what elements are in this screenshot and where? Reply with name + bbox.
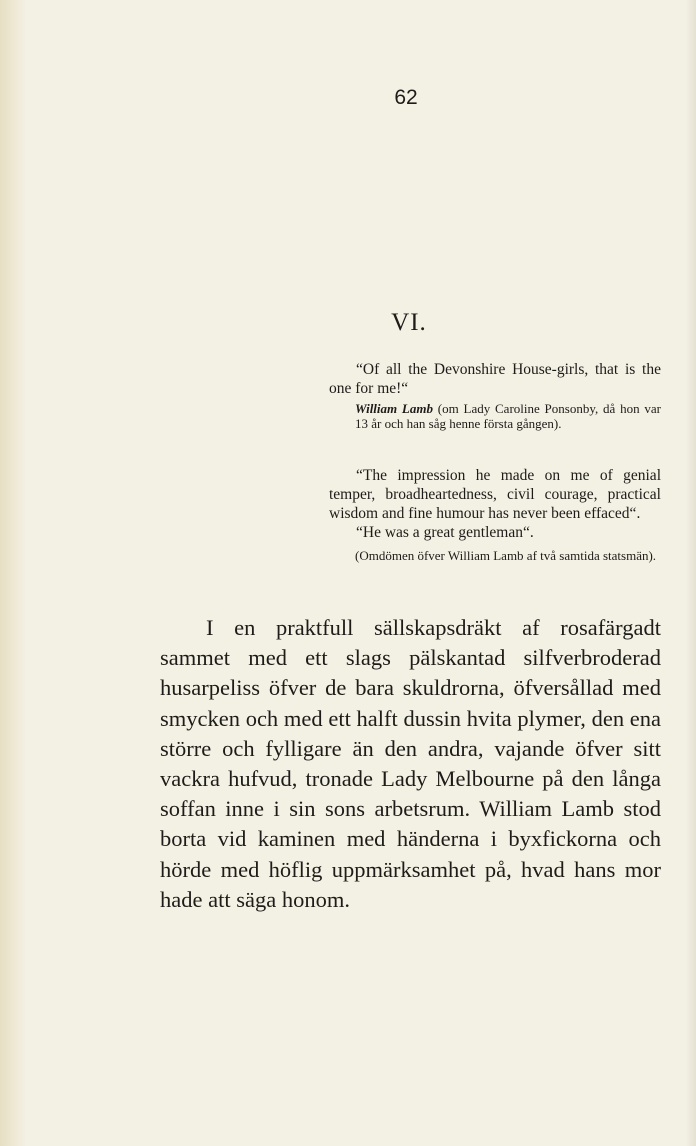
page-number: 62: [394, 86, 418, 109]
epigraph-1-quote: “Of all the Devonshire House-girls, that is the one for me!“: [329, 361, 661, 397]
page-edge-left: [0, 0, 26, 1146]
epigraph-1-attribution-text: (om Lady Caroline Ponsonby, då hon var 13 år och han såg henne första gången).: [355, 401, 661, 431]
epigraph-1: [329, 360, 661, 431]
epigraph-1-author: William Lamb: [355, 401, 433, 416]
chapter-heading: VI.: [391, 309, 427, 336]
epigraph-2-quote-2: “He was a great gentleman“.: [356, 524, 534, 541]
body-text: [160, 613, 661, 915]
epigraph-2-quote-1: “The impression he made on me of genial temper, broadheartedness, civil courage, practical wisdom and fine humour has never been effaced“.: [329, 467, 661, 522]
epigraph-1-attribution: [329, 401, 661, 431]
body-paragraph: I en praktfull sällskapsdräkt af rosafärgadt sammet med ett slags pälskantad silfverbroderad husarpeliss öfver de bara skuldrorna, öfversållad med smycken och med ett halft dussin hvita plymer, den ena större och fylligare än den andra, vajande öfver sitt vackra hufvud, tronade Lady Melbourne på den långa soffan inne i sin sons arbetsrum. William Lamb stod borta vid kaminen med händerna i byxfickorna och hörde med höflig uppmärksamhet på, hvad hans mor hade att säga honom.: [160, 615, 661, 912]
epigraph-2: [329, 466, 661, 563]
page-edge-right: [686, 0, 696, 1146]
epigraph-2-attribution: (Omdömen öfver William Lamb af två samtida statsmän).: [355, 548, 657, 563]
